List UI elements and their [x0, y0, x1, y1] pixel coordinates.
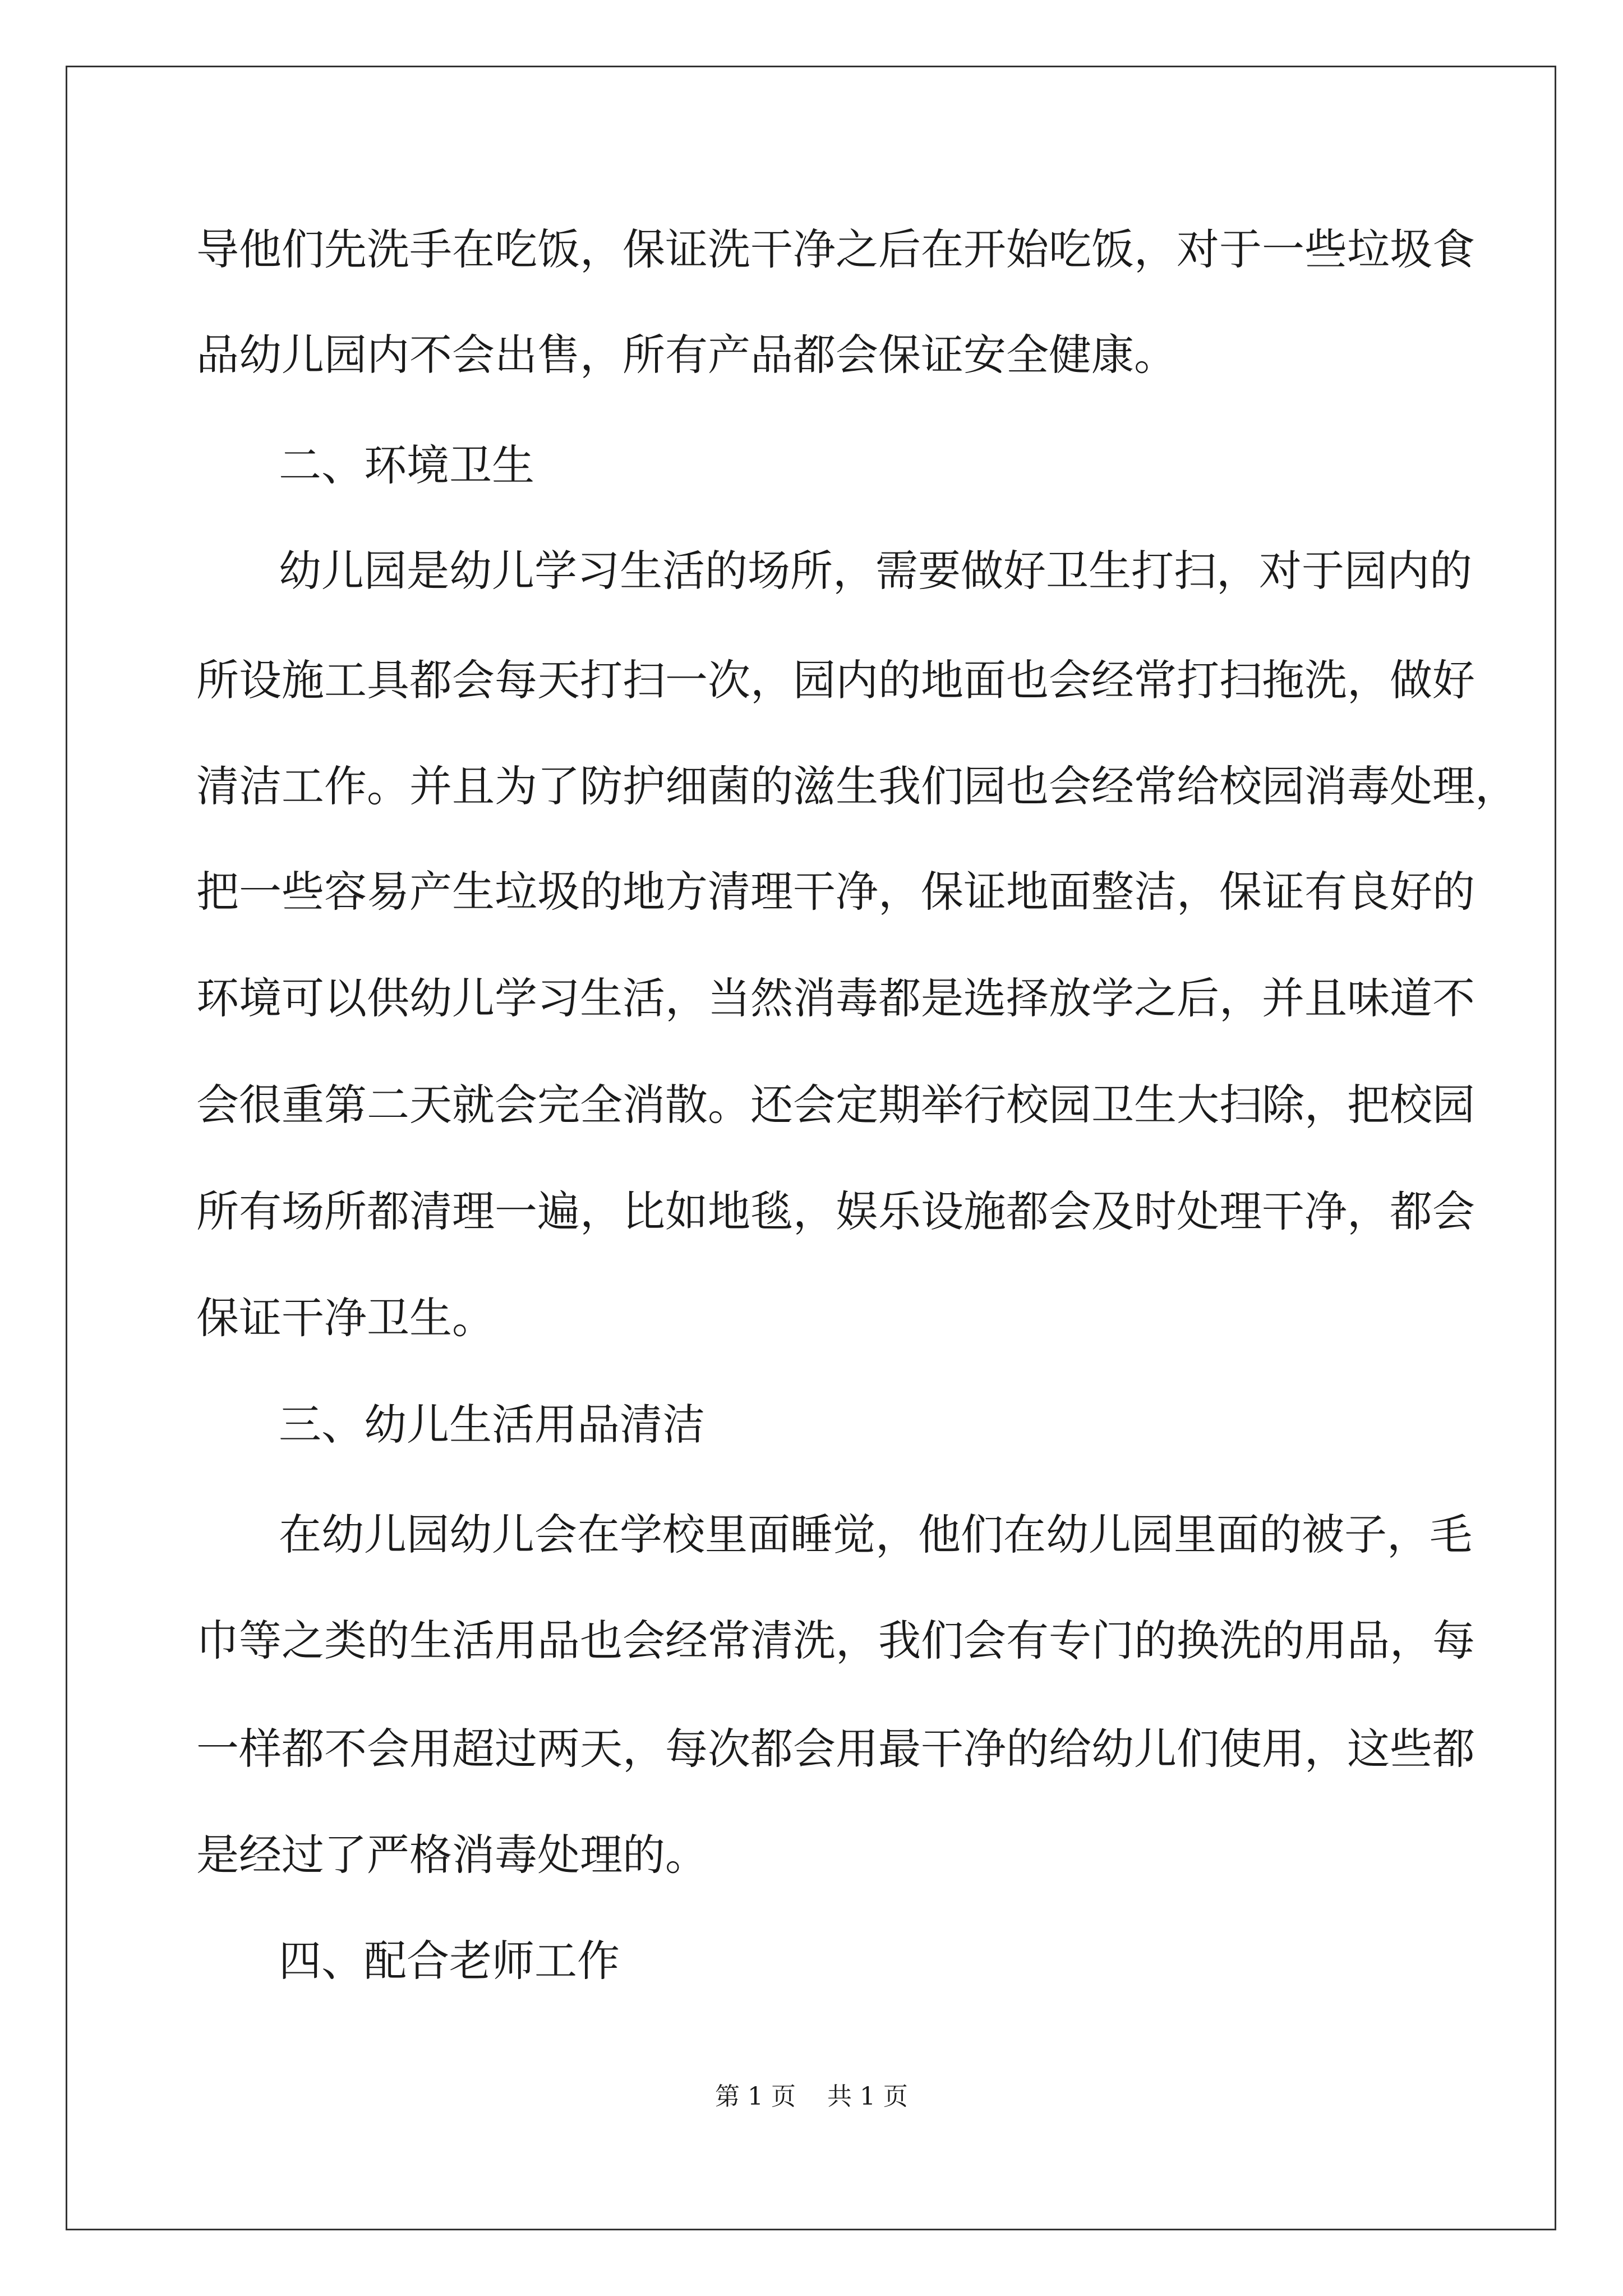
body-line-8: 环境可以供幼儿学习生活，当然消毒都是选择放学之后，并且味道不 — [196, 973, 1475, 1023]
body-line-5: 所设施工具都会每天打扫一次，园内的地面也会经常打扫拖洗，做好 — [196, 655, 1475, 705]
body-line-10: 所有场所都清理一遍，比如地毯，娱乐设施都会及时处理干净，都会 — [196, 1186, 1475, 1236]
body-line-2: 品幼儿园内不会出售，所有产品都会保证安全健康。 — [196, 330, 1177, 380]
body-line-7: 把一些容易产生垃圾的地方清理干净，保证地面整洁，保证有良好的 — [196, 867, 1475, 917]
body-line-1: 导他们先洗手在吃饭，保证洗干净之后在开始吃饭，对于一些垃圾食 — [196, 224, 1475, 274]
body-line-15: 一样都不会用超过两天，每次都会用最干净的给幼儿们使用，这些都 — [196, 1724, 1475, 1774]
body-line-14: 巾等之类的生活用品也会经常清洗，我们会有专门的换洗的用品，每 — [196, 1616, 1475, 1665]
body-line-6: 清洁工作。并且为了防护细菌的滋生我们园也会经常给校园消毒处理， — [196, 761, 1518, 811]
page-border — [66, 66, 1556, 2230]
body-line-4: 幼儿园是幼儿学习生活的场所，需要做好卫生打扫，对于园内的 — [279, 546, 1472, 596]
section-heading-environment: 二、环境卫生 — [279, 440, 534, 490]
body-line-16: 是经过了严格消毒处理的。 — [196, 1830, 708, 1880]
body-line-13: 在幼儿园幼儿会在学校里面睡觉，他们在幼儿园里面的被子，毛 — [279, 1510, 1472, 1559]
page-footer: 第 1 页 共 1 页 — [715, 2082, 908, 2111]
section-heading-supplies: 三、幼儿生活用品清洁 — [279, 1400, 705, 1450]
body-line-9: 会很重第二天就会完全消散。还会定期举行校园卫生大扫除，把校园 — [196, 1080, 1475, 1130]
body-line-11: 保证干净卫生。 — [196, 1293, 495, 1343]
section-heading-teacher: 四、配合老师工作 — [279, 1936, 620, 1986]
